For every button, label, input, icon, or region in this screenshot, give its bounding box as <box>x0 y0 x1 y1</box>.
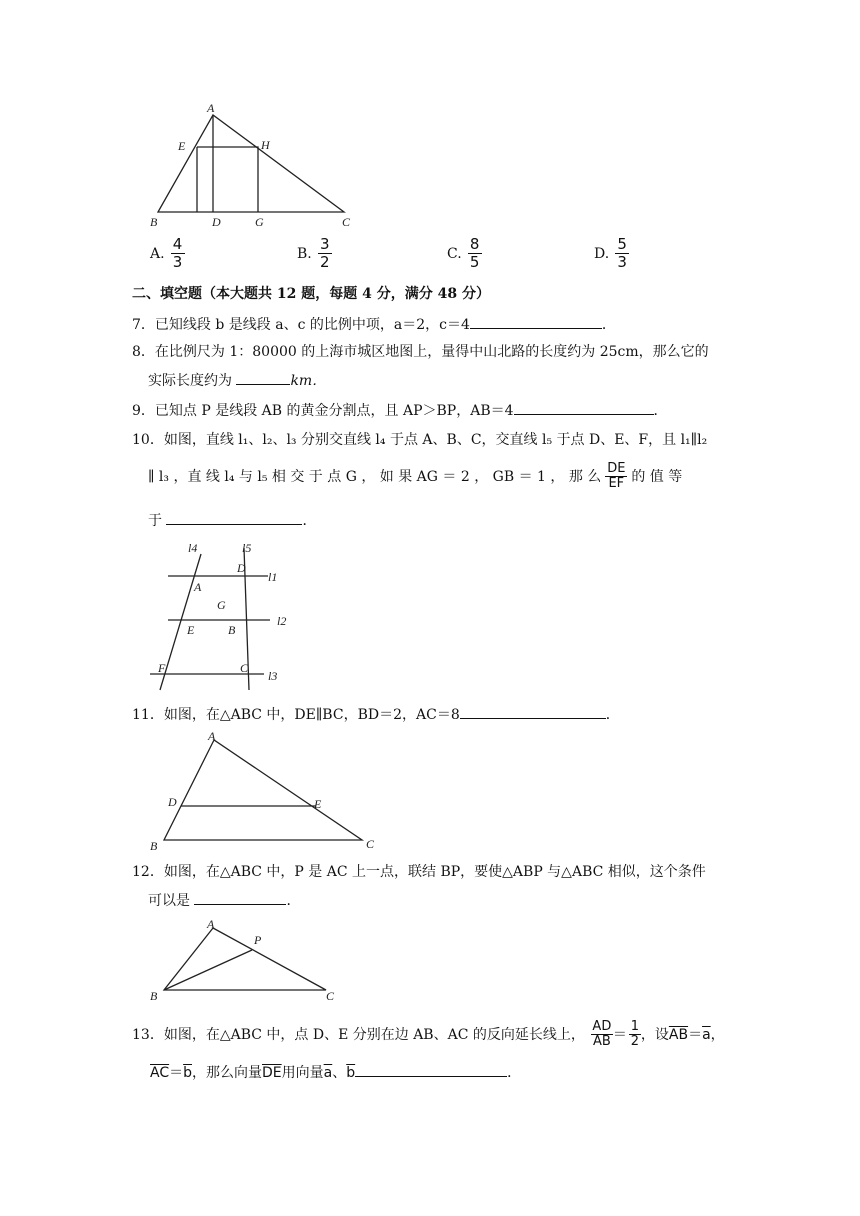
question-10-line2: ∥ l₃ ，直 线 l₄ 与 l₅ 相 交 于 点 G ， 如 果 AG ＝ 2 ， GB ＝ 1 ， 那 么 $\frac{DE}{EF}$ 的 值 等 <box>148 461 683 491</box>
fig11-label-b: B <box>150 839 158 853</box>
fig10-label-g: G <box>217 598 226 612</box>
q13-vector-ab: $\overline{AB}$ <box>668 1026 689 1043</box>
q6-option-b[interactable]: B. $\frac{3}{2}$ <box>297 236 332 271</box>
fig12-label-a: A <box>207 917 215 931</box>
question-7: 7．已知线段 b 是线段 a、c 的比例中项，a＝2，c＝4 ． <box>132 314 616 335</box>
question-13-line1: 13．如图，在△ABC 中，点 D、E 分别在边 AB、AC 的反向延长线上， $\frac{AD}{AB}$ ＝ $\frac{1}{2}$ ，设 $\overline{AB}$ ＝ $\overline{a}$ ， <box>132 1019 725 1049</box>
fig6-label-d: D <box>212 215 221 229</box>
question-12-line1: 12．如图，在△ABC 中，P 是 AC 上一点，联结 BP，要使△ABP 与△ABC 相似，这个条件 <box>132 864 706 880</box>
question-9: 9．已知点 P 是线段 AB 的黄金分割点，且 AP＞BP，AB＝4 ． <box>132 400 668 421</box>
fig6-label-e: E <box>178 139 186 153</box>
fig10-label-b: B <box>228 623 236 637</box>
q6-option-c[interactable]: C. $\frac{8}{5}$ <box>447 236 482 271</box>
fig10-label-l2: l2 <box>277 614 287 628</box>
q13-vector-b: $\overline{b}$ <box>183 1065 192 1081</box>
fig10-label-e: E <box>187 623 195 637</box>
question-10-line3: 于 ． <box>148 510 316 531</box>
q13-vector-a: $\overline{a}$ <box>702 1026 711 1043</box>
q13-fraction-ad-ab: $\frac{AD}{AB}$ <box>592 1019 612 1049</box>
fig6-label-h: H <box>261 138 270 152</box>
q13-vector-a2: $\overline{a}$ <box>323 1065 333 1081</box>
fig12-label-c: C <box>326 989 335 1003</box>
q13-vector-b2: $\overline{b}$ <box>346 1065 356 1081</box>
figure-q12 <box>140 916 350 1006</box>
question-10-line1: 10．如图，直线 l₁、l₂、l₃ 分别交直线 l₄ 于点 A、B、C，交直线 l₅ 于点 D、E、F，且 l₁∥l₂ <box>132 432 708 448</box>
question-12-line2: 可以是 ． <box>148 890 300 911</box>
q6-option-b-fraction: $\frac{3}{2}$ <box>318 236 332 271</box>
q6-option-a[interactable]: A. $\frac{4}{3}$ <box>150 236 185 271</box>
q10-fraction-de-ef: $\frac{DE}{EF}$ <box>607 461 626 491</box>
question-13-line2: $\overline{AC}=\overline{b}$，那么向量$\overline{DE}$用向量$\overline{a}$、$\overline{b}$ ． <box>150 1062 521 1083</box>
q7-answer-blank[interactable] <box>470 314 602 329</box>
question-8-line1: 8．在比例尺为 1：80000 的上海市城区地图上，量得中山北路的长度约为 25cm，那么它的 <box>132 344 709 360</box>
fig12-label-p: P <box>254 933 262 947</box>
fig11-label-e: E <box>314 797 322 811</box>
fig10-label-d: D <box>237 561 246 575</box>
fig10-label-l5: l5 <box>242 541 252 555</box>
q6-option-a-fraction: $\frac{4}{3}$ <box>171 236 185 271</box>
q6-option-c-fraction: $\frac{8}{5}$ <box>468 236 482 271</box>
q6-option-d[interactable]: D. $\frac{5}{3}$ <box>594 236 629 271</box>
figure-q6 <box>140 100 380 235</box>
question-8-line2: 实际长度约为 km． <box>148 370 326 391</box>
fig11-label-a: A <box>208 729 216 743</box>
q12-answer-blank[interactable] <box>194 890 286 905</box>
fig10-label-l3: l3 <box>268 669 278 683</box>
fig10-label-a: A <box>194 580 202 594</box>
fig10-label-c: C <box>240 661 249 675</box>
fig12-label-b: B <box>150 989 158 1003</box>
fig6-label-b: B <box>150 215 158 229</box>
figure-q10 <box>140 534 320 694</box>
q13-vector-ac: $\overline{AC}$ <box>150 1065 170 1081</box>
fig6-label-a: A <box>207 101 215 115</box>
q13-vector-de: $\overline{DE}$ <box>262 1065 282 1081</box>
q8-answer-blank[interactable] <box>236 370 290 385</box>
q13-answer-blank[interactable] <box>355 1062 507 1077</box>
q13-fraction-half: $\frac{1}{2}$ <box>630 1019 640 1049</box>
figure-q11 <box>140 728 390 854</box>
fig6-label-c: C <box>342 215 351 229</box>
q10-answer-blank[interactable] <box>166 510 302 525</box>
fig10-label-l4: l4 <box>188 541 198 555</box>
section-2-title: 二、填空题（本大题共 12 题，每题 4 分，满分 48 分） <box>132 286 490 302</box>
fig10-label-f: F <box>158 661 166 675</box>
q11-answer-blank[interactable] <box>460 704 606 719</box>
q6-option-d-fraction: $\frac{5}{3}$ <box>615 236 629 271</box>
fig11-label-d: D <box>168 795 177 809</box>
fig10-label-l1: l1 <box>268 570 278 584</box>
fig11-label-c: C <box>366 837 375 851</box>
question-11: 11．如图，在△ABC 中，DE∥BC，BD＝2，AC＝8 ． <box>132 704 620 725</box>
q9-answer-blank[interactable] <box>514 400 654 415</box>
fig6-label-g: G <box>255 215 264 229</box>
